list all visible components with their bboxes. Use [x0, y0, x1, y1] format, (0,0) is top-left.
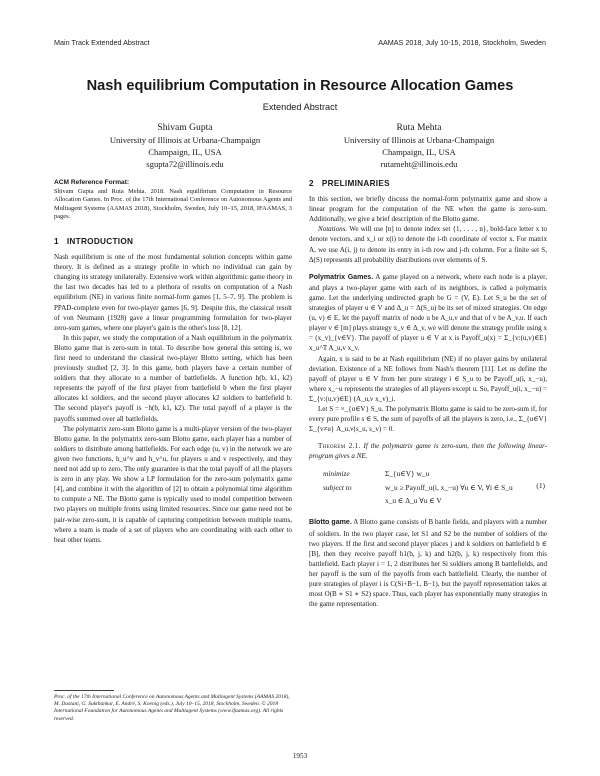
polymatrix-label: Polymatrix Games. [309, 273, 374, 281]
author-email[interactable]: sgupta72@illinois.edu [146, 159, 224, 169]
notations-text: We will use [n] to denote index set {1, . . . , n}, bold-face letter x to denote vectors, and x_i or x(i) to denote the i-th coordinate of vector x. For matrix A, we use A(i, j) to denote its entry in i-th row and j-th column. For a finite set S, Δ(S) represents all probability distributions over elements of S. [309, 225, 547, 264]
polymatrix-paragraph [309, 272, 547, 354]
blotto-text: A Blotto game consists of B battle fields, and players with a number of soldiers. In the two player case, let S1 and S2 be the number of soldiers of the two players. If the first and second player places j and k soldiers on battlefield b ∈ [B], then they receive payoff h1(b, j, k) and h2(b, j, k) respectively from this battlefield. Each player i = 1, 2 distributes her Si soldiers among B battlefields, and her payoff is the sum of the payoffs from each battlefield. Clearly, the number of pure strategies of player i is C(Si+B−1, B−1), but the payoff representation takes at most O(B ∗ S1 ∗ S2) space. Thus, each player has exponentially many strategies in the game representation. [309, 518, 547, 609]
prelim-paragraph-1: In this section, we briefly discuss the normal-form polymatrix game and show a linear program for the computation of the NE when the game is zero-sum. Additionally, we give a brief description of the Blotto game. [309, 195, 547, 224]
polymatrix-text: A game played on a network, where each node is a player, and plays a two-player game with each of its neighbors, is called a polymatrix game. Let the underlying undirected graph be G = (V, E). Let S_u be the set of strategies of player u ∈ V and Δ_u = Δ(S_u) be its set of mixed strategies. On edge (u, v) ∈ E, let the payoff matrix of node u be A_u,v and that of v be A_v,u. If each player v ∈ [m] plays strategy x_v ∈ Δ_v, we will denote the strategy profile using x = (x_v)_{v∈V}. The payoff of player u ∈ V at x is Payoff_u(x) = Σ_{v:(u,v)∈E} x_u^T A_u,v x_v. [309, 272, 548, 353]
theorem-text: If the polymatrix game is zero-sum, then the following linear-program gives a NE. [309, 442, 547, 461]
lp-subject-label: subject to [323, 483, 352, 493]
zero-sum-paragraph: Let S = ×_{u∈V} S_u. The polymatrix Blotto game is said to be zero-sum if, for every pure profile s ∈ S, the sum of payoffs of all the players is zero, i.e., Σ_{u∈V} Σ_{v≠u} A_u,v(s_u, s_v) = 0. [309, 404, 547, 434]
section-number: 2 [309, 179, 314, 188]
acm-reference [54, 179, 292, 222]
lp-minimize-label: minimize [323, 469, 350, 479]
theorem-2-1 [309, 441, 547, 461]
author-affiliation: University of Illinois at Urbana-Champaign [343, 135, 495, 145]
section-title: INTRODUCTION [66, 236, 134, 246]
section-heading-preliminaries [309, 179, 547, 189]
section-number: 1 [54, 236, 59, 246]
linear-program [309, 467, 547, 511]
paper-subtitle: Extended Abstract [262, 102, 338, 112]
blotto-label: Blotto game. [309, 519, 352, 527]
footnote-copyright: Proc. of the 17th International Conference on Autonomous Agents and Multiagent Systems (AAMAS 2018), M. Dastani, G. Sukthankar, E. André, S. Koenig (eds.), July 10–15, 2018, Stockholm, Sweden. © 2018 International Foundation for Autonomous Agents and Multiagent Systems (www.ifaamas.org). All rights reserved. [54, 694, 290, 722]
footnote-rule [54, 690, 114, 691]
nash-paragraph: Again, x is said to be at Nash equilibrium (NE) if no player gains by unilateral deviation. Existence of a NE follows from Nash's theorem [11]. Let us define the payoff of player u ∈ V from her pure strategy i ∈ S_u to be Payoff_u(i, x_−u), where x_−u represents the strategies of all players except u. So, Payoff_u(i, x_−u) = Σ_{v:(u,v)∈E} (A_u,v x_v)_i. [309, 354, 547, 403]
theorem-label: Theorem 2.1. [318, 442, 361, 451]
paper-title: Nash equilibrium Computation in Resource Allocation Games [86, 78, 514, 94]
page-number: 1953 [292, 752, 308, 760]
author-name: Shivam Gupta [157, 122, 213, 133]
author-location: Champaign, IL, USA [148, 147, 222, 157]
section-title: PRELIMINARIES [321, 179, 390, 188]
notations-paragraph [309, 224, 547, 264]
acm-reference-text: Shivam Gupta and Ruta Mehta. 2018. Nash equilibrium Computation in Resource Allocation Games. In Proc. of the 17th International Conference on Autonomous Agents and Multiagent Systems (AAMAS 2018), Stockholm, Sweden, July 10–15, 2018, IFAAMAS, 3 pages. [54, 187, 292, 221]
author-block-1 [70, 122, 300, 170]
acm-reference-label: ACM Reference Format: [54, 179, 130, 186]
equation-number: (1) [536, 481, 545, 491]
notations-label: Notations. [318, 225, 348, 234]
running-header-right: AAMAS 2018, July 10-15, 2018, Stockholm, Sweden [378, 38, 546, 47]
lp-objective: Σ_{u∈V} w_u [385, 469, 430, 479]
intro-paragraph-2: In this paper, we study the computation of a Nash equilibrium in the polymatrix Blotto game that is zero-sum in total. To describe how general this setting is, we first need to understand the classical two-player Blotto setting, which has been previously studied [2, 3]. In this game, both players have a certain number of soldiers that they allocate to a number of battlefields. A function h(b, k1, k2) represents the payoff of the first player from battlefield b when the first player allocates k1 soldiers, and the second player allocates k2 soldiers to battlefield b. The second player's payoff is −h(b, k1, k2). The total payoff of a player is the payoffs summed over all battlefields. [54, 333, 292, 423]
author-affiliation: University of Illinois at Urbana-Champaign [109, 135, 261, 145]
lp-constraint-2: x_u ∈ Δ_u ∀u ∈ V [385, 496, 442, 506]
section-heading-introduction [54, 237, 292, 247]
left-column [54, 179, 292, 545]
author-block-2 [304, 122, 534, 170]
author-name: Ruta Mehta [396, 122, 442, 133]
intro-paragraph-1: Nash equilibrium is one of the most fundamental solution concepts within game theory. It is defined as a strategy profile in which no individual can gain by changing its strategy unilaterally. Extensive work within algorithmic game theory in the last two decades has led to a plethora of results on computation of a Nash equilibrium (NE) in various finite normal-form games [1, 5–7, 9]. The problem is PPAD-complete even for two-player games [6, 9]. Despite this, the classical result of von Neumann (1928) gave a linear programming formulation for two-player zero-sum games, where one player's gain is the other's loss [8, 12]. [54, 253, 292, 332]
blotto-paragraph [309, 517, 547, 609]
lp-constraint-1: w_u ≥ Payoff_u(i, x_−u) ∀u ∈ V, ∀i ∈ S_u [385, 483, 513, 493]
right-column [309, 179, 547, 609]
author-email[interactable]: rutameht@illinois.edu [380, 159, 458, 169]
running-header-left: Main Track Extended Abstract [54, 38, 150, 47]
author-location: Champaign, IL, USA [382, 147, 456, 157]
intro-paragraph-3: The polymatrix zero-sum Blotto game is a multi-player version of the two-player Blotto game. In the polymatrix zero-sum Blotto game, each player has a number of soldiers to distribute among battlefields. For each edge (u, v) in the network we are given two functions, h_u^v and h_v^u, for players u and v respectively, and they need not add up to zero. The only guarantee is that the total payoff of all the players is zero in any play. We show a LP formulation for the zero-sum polymatrix game [4], and combine it with the algorithm of [2] to obtain a polynomial time algorithm to compute a NE. The Blotto game is typically used to model competition between two players on multiple fronts using limited resources. Since our game need not be pair-wise zero-sum, it is capable of capturing competition between multiple teams, where a team is made of a set of players who are coordinating with each other to beat other teams. [54, 424, 292, 544]
